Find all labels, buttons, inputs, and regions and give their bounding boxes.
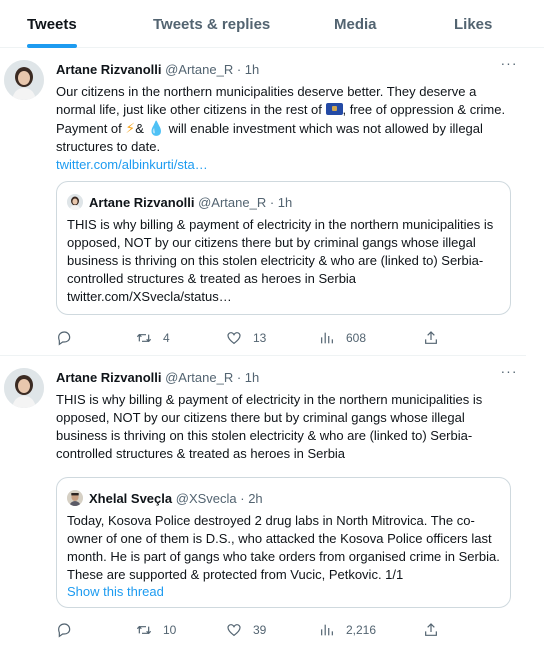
show-thread-link[interactable]: Show this thread <box>67 584 164 599</box>
tweet-actions <box>56 620 496 640</box>
tweet-actions <box>56 328 496 348</box>
tab-likes-label: Likes <box>454 15 493 33</box>
tweet-link[interactable]: twitter.com/albinkurti/sta… <box>56 157 208 172</box>
retweet-button[interactable] <box>136 620 176 640</box>
quote-header <box>89 491 263 506</box>
tweet-time[interactable]: · 1h <box>236 62 260 77</box>
droplet-icon: 💧 <box>147 120 165 136</box>
quote-author-handle: @XSvecla <box>175 491 237 506</box>
reply-icon <box>56 330 72 346</box>
tweet-text <box>56 83 511 174</box>
tab-tweets-label: Tweets <box>27 15 77 33</box>
quote-avatar <box>67 194 83 210</box>
views-icon <box>319 330 335 346</box>
quote-avatar <box>67 490 83 506</box>
author-name[interactable]: Artane Rizvanolli <box>56 370 162 385</box>
tweet-text-part: , free of oppression & crime. Payment of <box>56 102 506 136</box>
views-count: 608 <box>346 331 367 345</box>
share-icon <box>423 330 439 346</box>
tweet-text-part: will enable investment which was not allowed by illegal structures to date. <box>56 121 483 154</box>
author-name[interactable]: Artane Rizvanolli <box>56 62 162 77</box>
quote-time: · 1h <box>269 195 293 210</box>
profile-tabs <box>0 0 544 48</box>
tweet-text: THIS is why billing & payment of electricity in the northern municipalities is opposed, NOT by our citizens there but by criminal gangs whose illegal business is thriving on this stolen electricity & who are (linked to) Serbia-controlled structures & treated as heroes in Serbia <box>56 392 483 461</box>
quote-header <box>89 195 292 210</box>
quote-author-handle: @Artane_R <box>198 195 267 210</box>
reply-button[interactable] <box>56 620 72 640</box>
retweet-count: 10 <box>163 623 177 637</box>
tweet-time[interactable]: · 1h <box>236 370 260 385</box>
tab-media[interactable] <box>334 0 377 48</box>
tab-media-label: Media <box>334 15 377 33</box>
like-icon <box>226 330 242 346</box>
share-icon <box>423 622 439 638</box>
flag-kosovo-icon <box>326 103 343 115</box>
tweet[interactable] <box>0 48 526 356</box>
retweet-icon <box>136 622 152 638</box>
tab-tweets[interactable] <box>27 0 77 48</box>
lightning-icon: ⚡ <box>125 120 136 136</box>
tweet-header <box>56 62 259 77</box>
like-button[interactable] <box>226 620 266 640</box>
more-icon[interactable]: ··· <box>500 363 518 379</box>
quote-text: Today, Kosova Police destroyed 2 drug labs in North Mitrovica. The co-owner of one of them is D.S., who attacked the Kosova Police officers last month. He is part of gangs who take orders from organised crime in Serbia. These are supported & protected from Vucic, Petkovic. 1/1 <box>67 513 500 582</box>
quote-link: twitter.com/XSvecla/status… <box>67 289 232 304</box>
like-icon <box>226 622 242 638</box>
quote-author-name: Xhelal Sveçla <box>89 491 173 506</box>
reply-button[interactable] <box>56 328 72 348</box>
author-handle[interactable]: @Artane_R <box>165 62 234 77</box>
share-button[interactable] <box>423 620 439 640</box>
tab-tweets-replies-label: Tweets & replies <box>153 15 271 33</box>
like-count: 39 <box>253 623 267 637</box>
quoted-tweet[interactable] <box>56 181 511 315</box>
tweet-text-part: & <box>135 121 148 136</box>
retweet-icon <box>136 330 152 346</box>
tab-tweets-replies[interactable] <box>153 0 270 48</box>
retweet-button[interactable] <box>136 328 170 348</box>
avatar-image <box>4 60 44 100</box>
quote-time: · 2h <box>240 491 263 506</box>
avatar[interactable] <box>4 60 44 100</box>
tab-likes[interactable] <box>454 0 492 48</box>
reply-icon <box>56 622 72 638</box>
tweet-header <box>56 370 259 385</box>
tweet-text-part: Our citizens in the northern municipalities deserve better. They deserve a normal life, just like other citizens in the rest of <box>56 84 477 117</box>
quote-author-name: Artane Rizvanolli <box>89 195 195 210</box>
share-button[interactable] <box>423 328 439 348</box>
views-count: 2,216 <box>346 623 377 637</box>
retweet-count: 4 <box>163 331 170 345</box>
quoted-tweet[interactable] <box>56 477 511 608</box>
avatar[interactable] <box>4 368 44 408</box>
tweet[interactable] <box>0 356 526 650</box>
quote-text: THIS is why billing & payment of electricity in the northern municipalities is opposed, NOT by our citizens there but by criminal gangs whose illegal business is thriving on this stolen electricity & who are (linked to) Serbia-controlled structures & treated as heroes in Serbia <box>67 217 494 286</box>
author-handle[interactable]: @Artane_R <box>165 370 234 385</box>
views-button[interactable] <box>319 620 376 640</box>
avatar-image <box>4 368 44 408</box>
more-icon[interactable]: ··· <box>500 55 518 71</box>
views-icon <box>319 622 335 638</box>
views-button[interactable] <box>319 328 366 348</box>
like-button[interactable] <box>226 328 266 348</box>
like-count: 13 <box>253 331 267 345</box>
